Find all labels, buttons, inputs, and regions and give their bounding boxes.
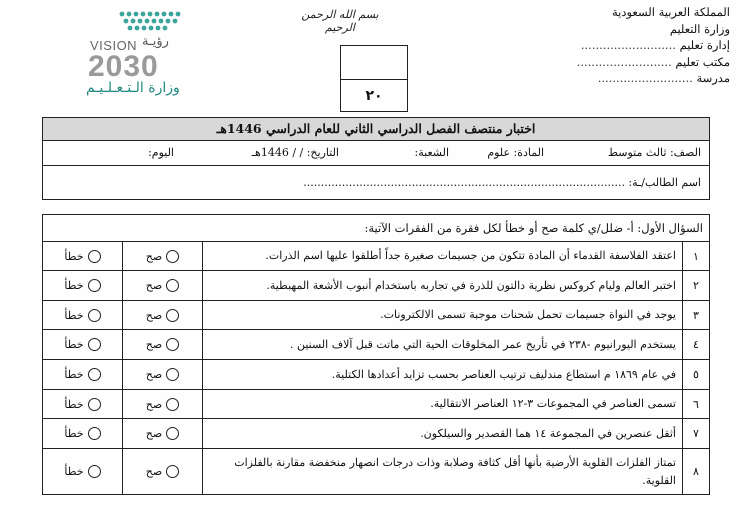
true-option-label: صح: [145, 465, 163, 478]
school-row: [520, 70, 730, 87]
exam-info-frame: [42, 117, 710, 200]
question-heading: السؤال الأول: أ- ضلل/ي كلمة صح أو خطأ لكل فقرة من الفقرات الآتية:: [43, 215, 709, 242]
logo-year-text: 2030: [88, 50, 159, 83]
true-option-label: صح: [145, 368, 163, 381]
false-radio-icon[interactable]: [88, 368, 101, 381]
true-option[interactable]: [122, 330, 202, 359]
question-row: [43, 242, 709, 271]
exam-title: اختبار منتصف الفصل الدراسي الثاني للعام الدراسي 1446هـ: [43, 118, 709, 141]
basmala: بسم الله الرحمن الرحيم: [301, 8, 379, 34]
admin-row: [520, 37, 730, 54]
office-label: مكتب تعليم: [675, 54, 730, 69]
admin-dots: ..........................: [580, 38, 676, 52]
question-number: ٣: [682, 301, 709, 329]
false-option[interactable]: [43, 242, 122, 270]
false-option-label: خطأ: [64, 279, 84, 292]
school-label: مدرسة: [696, 71, 730, 85]
question-row: [43, 271, 709, 301]
false-option[interactable]: [43, 419, 122, 448]
question-number: ٥: [682, 360, 709, 389]
true-option-label: صح: [145, 308, 163, 322]
true-option-label: صح: [145, 249, 163, 263]
question-row: [43, 360, 709, 390]
logo-ruya-text: رؤيـة: [142, 34, 169, 49]
question-number: ٢: [682, 271, 709, 300]
ministry-label: وزارة التعليم: [669, 21, 730, 36]
false-option[interactable]: [43, 271, 122, 300]
true-radio-icon[interactable]: [166, 368, 179, 381]
vision-2030-logo: [82, 4, 192, 100]
question-text: يوجد في النواة جسيمات تحمل شحنات موجبة تسمى الالكترونات.: [202, 301, 682, 329]
logo-ministry-text: وزارة الـتـعـلـيـم: [86, 80, 180, 96]
false-radio-icon[interactable]: [88, 250, 101, 263]
true-option[interactable]: [122, 449, 202, 494]
exam-info-row: [43, 141, 709, 166]
question-text: في عام ١٨٦٩ م استطاع مندليف ترتيب العناصر بحسب تزايد أعدادها الكتلية.: [202, 360, 682, 389]
false-option-label: خطأ: [64, 368, 84, 381]
admin-label: إدارة تعليم: [679, 38, 730, 52]
question-number: ٨: [682, 449, 709, 494]
false-option-label: خطأ: [64, 397, 84, 411]
false-radio-icon[interactable]: [88, 279, 101, 292]
true-option[interactable]: [122, 390, 202, 418]
true-option[interactable]: [122, 242, 202, 270]
false-option-label: خطأ: [64, 465, 84, 478]
true-option-label: صح: [145, 279, 163, 292]
logo-dots-icon: [82, 4, 192, 34]
false-option-label: خطأ: [64, 338, 84, 351]
false-radio-icon[interactable]: [88, 465, 101, 478]
school-header: [520, 4, 730, 87]
question-row: [43, 330, 709, 360]
true-radio-icon[interactable]: [166, 465, 179, 478]
false-radio-icon[interactable]: [88, 309, 101, 322]
day-label: اليوم:: [148, 146, 174, 159]
true-option-label: صح: [145, 397, 163, 411]
false-option[interactable]: [43, 390, 122, 418]
true-radio-icon[interactable]: [166, 398, 179, 411]
false-option-label: خطأ: [64, 308, 84, 322]
question-number: ١: [682, 242, 709, 270]
false-option-label: خطأ: [64, 249, 84, 263]
true-option[interactable]: [122, 301, 202, 329]
question-row: [43, 301, 709, 330]
office-dots: ..........................: [576, 54, 672, 69]
false-radio-icon[interactable]: [88, 398, 101, 411]
office-row: [520, 54, 730, 71]
question-row: [43, 419, 709, 449]
false-radio-icon[interactable]: [88, 338, 101, 351]
false-option[interactable]: [43, 301, 122, 329]
true-option[interactable]: [122, 419, 202, 448]
true-false-table: [42, 214, 710, 495]
subject-label: المادة: علوم: [487, 146, 544, 159]
question-text: أثقل عنصرين في المجموعة ١٤ هما القصدير والسيلكون.: [202, 419, 682, 448]
true-option-label: صح: [145, 427, 163, 440]
logo-vision-text: VISION: [90, 38, 138, 53]
question-row: [43, 390, 709, 419]
student-name-label: اسم الطالب/ـة: ............................................................................................: [303, 176, 701, 189]
section-label: الشعبة:: [414, 146, 449, 159]
false-option-label: خطأ: [64, 427, 84, 440]
question-number: ٧: [682, 419, 709, 448]
country-label: المملكة العربية السعودية: [612, 5, 730, 19]
date-label: التاريخ: / / 1446هـ: [251, 146, 339, 159]
false-option[interactable]: [43, 360, 122, 389]
question-text: تمتاز الفلزات القلوية الأرضية بأنها أقل كثافة وصلابة وذات درجات انصهار منخفضة مقارنة بالفلزات القلوية.: [202, 449, 682, 494]
grade-total: ٢٠: [365, 88, 383, 104]
false-option[interactable]: [43, 449, 122, 494]
true-radio-icon[interactable]: [166, 427, 179, 440]
true-radio-icon[interactable]: [166, 338, 179, 351]
false-radio-icon[interactable]: [88, 427, 101, 440]
question-row: [43, 449, 709, 494]
false-option[interactable]: [43, 330, 122, 359]
grade-box: [340, 45, 408, 112]
question-number: ٤: [682, 330, 709, 359]
grade-score-cell: [341, 46, 407, 80]
question-number: ٦: [682, 390, 709, 418]
true-option-label: صح: [145, 338, 163, 351]
question-text: تسمى العناصر في المجموعات ٣-١٢ العناصر الانتقالية.: [202, 390, 682, 418]
question-text: يستخدم اليورانيوم -٢٣٨ في تأريخ عمر المخلوقات الحية التي ماتت قبل آلاف السنين .: [202, 330, 682, 359]
question-text: اعتقد الفلاسفة القدماء أن المادة تتكون من جسيمات صغيرة جداً أطلقوا عليها اسم الذرات.: [202, 242, 682, 270]
question-text: اختبر العالم وليام كروكس نظرية دالتون للذرة في تجاربه باستخدام أنبوب الأشعة المهبطية.: [202, 271, 682, 300]
true-option[interactable]: [122, 360, 202, 389]
true-radio-icon[interactable]: [166, 309, 179, 322]
true-option[interactable]: [122, 271, 202, 300]
true-radio-icon[interactable]: [166, 279, 179, 292]
true-radio-icon[interactable]: [166, 250, 179, 263]
class-label: الصف: ثالث متوسط: [607, 146, 701, 159]
student-name-row: [43, 166, 709, 201]
school-dots: ..........................: [597, 71, 693, 85]
